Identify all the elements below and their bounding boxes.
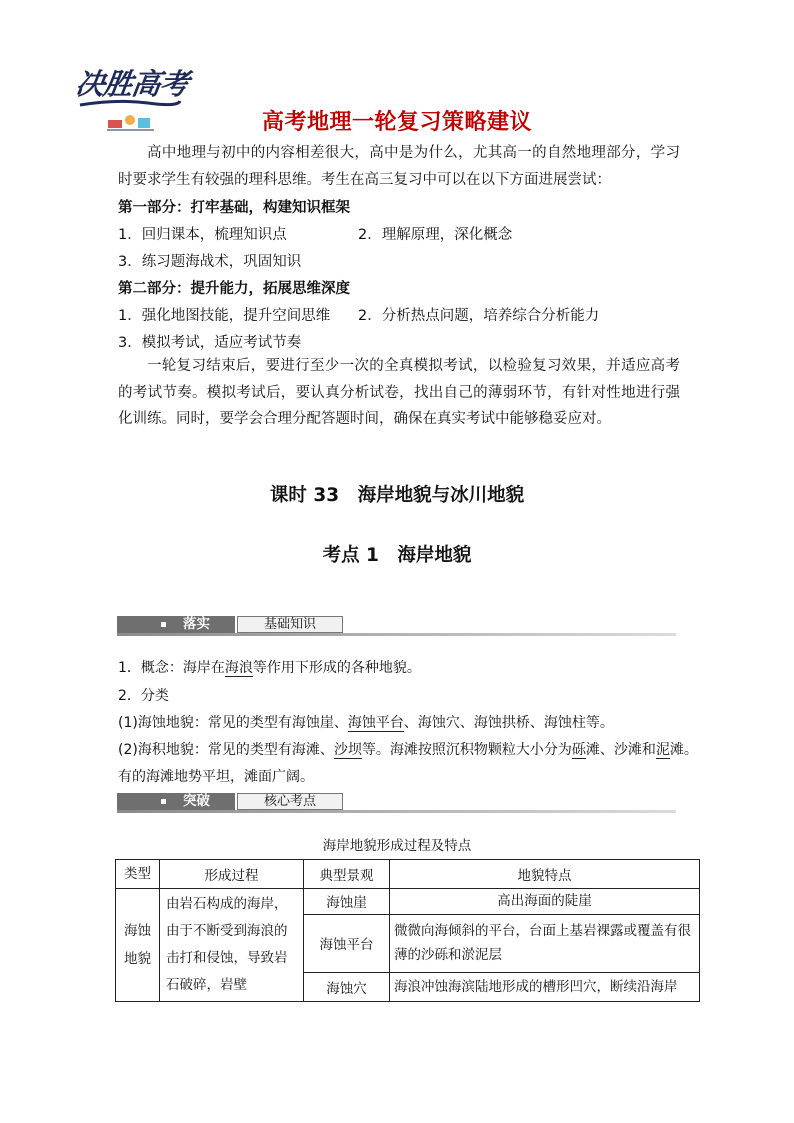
feature-cell: 海浪冲蚀海滨陆地形成的槽形凹穴，断续沿海岸 [390,973,700,1002]
table-caption: 海岸地貌形成过程及特点 [322,838,472,854]
table-header-cell: 类型 [116,860,160,889]
section-bar-label: 突破 [183,793,210,809]
table-header-row [116,860,700,889]
landform-table [115,859,700,1002]
table-row [116,889,700,915]
part2-item1: 1．强化地图技能，提升空间思维 [118,308,331,324]
page-title: 高考地理一轮复习策略建议 [261,110,532,135]
point-title: 考点 1 海岸地貌 [322,545,472,566]
section-bar-sublabel: 核心考点 [237,793,343,810]
lesson-title: 课时 33 海岸地貌与冰川地貌 [269,485,525,506]
table-header-cell: 形成过程 [160,860,304,889]
square-bullet-icon [161,622,166,627]
erosion-line: (1)海蚀地貌：常见的类型有海蚀崖、海蚀平台、海蚀穴、海蚀拱桥、海蚀柱等。 [118,715,614,731]
closing-paragraph: 一轮复习结束后，要进行至少一次的全真模拟考试，以检验复习效果，并适应高考的考试节奏。模拟考试后，要认真分析试卷，找出自己的薄弱环节，有针对性地进行强化训练。同时，要学会合理分配答题时间，确保在真实考试中能够稳妥应对。 [118,358,680,427]
part1-item3: 3．练习题海战术，巩固知识 [118,254,302,270]
square-bullet-icon [161,799,166,804]
underlined-answer: 泥 [655,742,670,758]
part1-item2: 2．理解原理，深化概念 [358,227,513,243]
section-bar-core [117,793,676,813]
logo-text: 决胜高考 [73,67,191,101]
section-bar-basics [117,616,676,636]
deposit-line-2: 有的海滩地势平坦，滩面广阔。 [118,769,314,785]
part2-heading: 第二部分：提升能力，拓展思维深度 [118,281,350,297]
part2-item3: 3．模拟考试，适应考试节奏 [118,335,302,351]
landscape-cell: 海蚀平台 [304,914,390,973]
feature-cell: 微微向海倾斜的平台，台面上基岩裸露或覆盖有很薄的沙砾和淤泥层 [390,914,700,973]
underlined-answer: 沙坝 [333,742,362,758]
table-header-cell: 地貌特点 [390,860,700,889]
landscape-cell: 海蚀崖 [304,889,390,915]
table-header-cell: 典型景观 [304,860,390,889]
part1-heading: 第一部分：打牢基础，构建知识框架 [118,200,350,216]
feature-cell: 高出海面的陡崖 [390,889,700,915]
underlined-answer: 砾 [571,742,586,758]
classify-heading: 2．分类 [118,688,169,704]
concept-line: 1．概念：海岸在海浪等作用下形成的各种地貌。 [118,660,421,676]
section-bar-label: 落实 [183,616,210,632]
section-bar-sublabel: 基础知识 [237,616,343,633]
underlined-answer: 海浪 [224,660,253,676]
intro-paragraph: 高中地理与初中的内容相差很大，高中是为什么，尤其高一的自然地理部分，学习时要求学生有较强的理科思维。考生在高三复习中可以在以下方面进展尝试： [118,145,680,188]
underlined-answer: 海蚀平台 [347,715,404,731]
part1-item1: 1．回归课本，梳理知识点 [118,227,287,243]
type-cell: 海蚀地貌 [116,889,160,1002]
process-cell: 由岩石构成的海岸，由于不断受到海浪的击打和侵蚀，导致岩石破碎，岩壁 [160,889,304,1002]
deposit-line: (2)海积地貌：常见的类型有海滩、沙坝等。海滩按照沉积物颗粒大小分为砾滩、沙滩和泥滩。 [118,742,698,758]
part2-item2: 2．分析热点问题，培养综合分析能力 [358,308,600,324]
landscape-cell: 海蚀穴 [304,973,390,1002]
